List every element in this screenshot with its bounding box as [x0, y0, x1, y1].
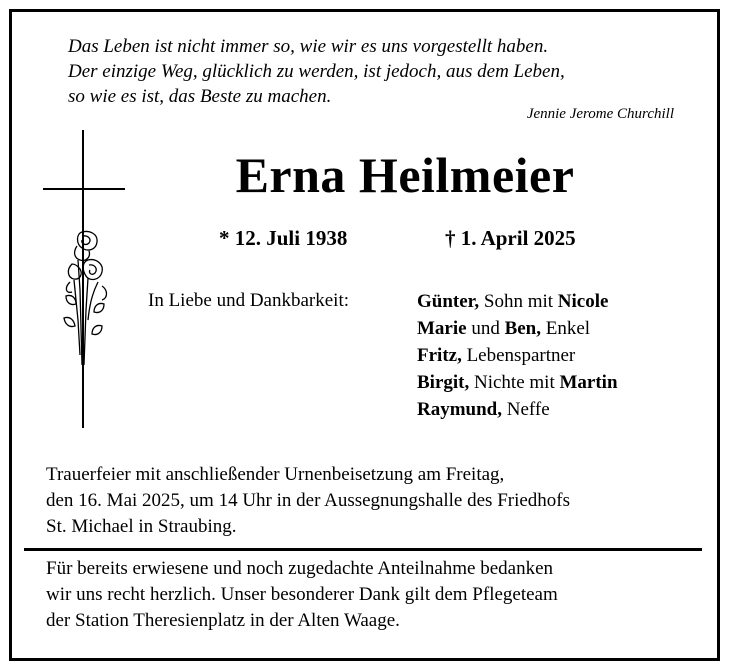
mourner-name: Raymund,: [417, 399, 502, 420]
service-line-2: den 16. Mai 2025, um 14 Uhr in der Aussegnungshalle des Friedhofs: [46, 490, 571, 511]
mourner-relation: Neffe: [502, 399, 550, 420]
mourner-relation: und: [466, 318, 505, 339]
closing-line-1: Für bereits erwiesene und noch zugedachte Anteilnahme bedanken: [46, 558, 554, 579]
mourner-name: Günter,: [417, 291, 480, 312]
mourner-name: Martin: [559, 372, 618, 393]
mourner-row: [417, 369, 618, 396]
mourner-row: [417, 342, 618, 369]
closing-thanks: [46, 556, 558, 634]
mourners-list: [417, 288, 618, 423]
mourner-relation: Nichte mit: [469, 372, 560, 393]
closing-line-2: wir uns recht herzlich. Unser besonderer Dank gilt dem Pflegeteam: [46, 584, 558, 605]
mourner-name: Nicole: [557, 291, 609, 312]
mourner-relation: Lebenspartner: [461, 345, 576, 366]
mourner-row: [417, 396, 618, 423]
mourner-row: [417, 315, 618, 342]
quote-line-2: Der einzige Weg, glücklich zu werden, ist jedoch, aus dem Leben,: [68, 61, 565, 82]
mourner-name: Fritz,: [417, 345, 462, 366]
mourner-relation: Enkel: [541, 318, 591, 339]
quote-line-3: so wie es ist, das Beste zu machen.: [68, 86, 332, 107]
quote-line-1: Das Leben ist nicht immer so, wie wir es uns vorgestellt haben.: [68, 36, 549, 57]
mourners-label: In Liebe und Dankbarkeit:: [148, 290, 350, 311]
mourner-name: Ben,: [504, 318, 542, 339]
rose-icon: [58, 230, 120, 365]
mourner-name: Birgit,: [417, 372, 470, 393]
death-date: † 1. April 2025: [445, 226, 576, 250]
service-line-1: Trauerfeier mit anschließender Urnenbeisetzung am Freitag,: [46, 464, 505, 485]
divider: [24, 548, 702, 551]
mourner-relation: Sohn mit: [479, 291, 558, 312]
birth-date: * 12. Juli 1938: [219, 226, 348, 250]
mourner-name: Marie: [417, 318, 467, 339]
service-line-3: St. Michael in Straubing.: [46, 516, 237, 537]
closing-line-3: der Station Theresienplatz in der Alten Waage.: [46, 610, 400, 631]
quote: [68, 34, 565, 109]
quote-author: Jennie Jerome Churchill: [526, 106, 674, 122]
deceased-name: Erna Heilmeier: [235, 147, 575, 203]
service-info: [46, 462, 570, 540]
mourner-row: [417, 288, 618, 315]
